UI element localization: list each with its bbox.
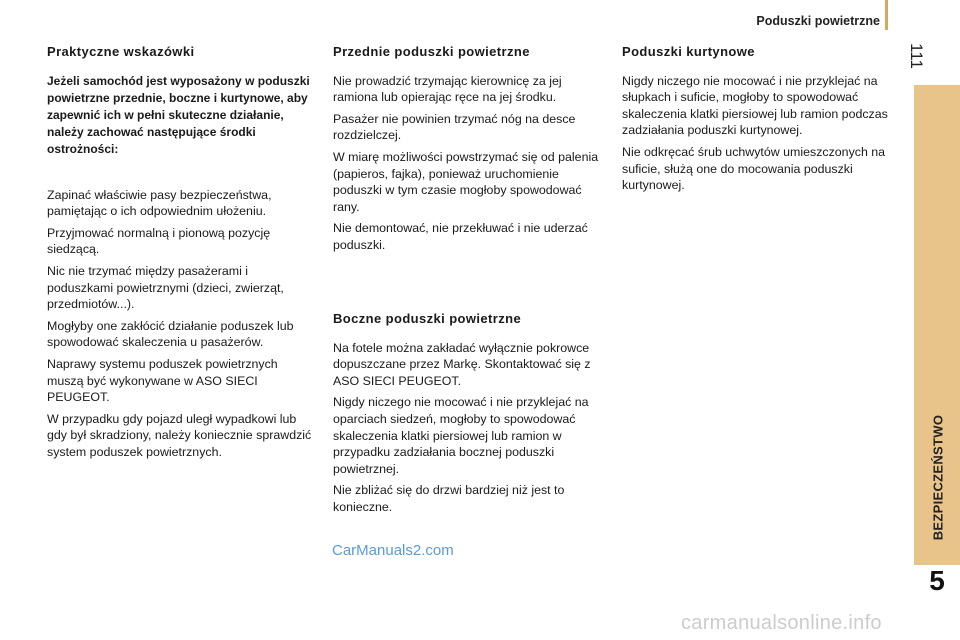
curtain-airbags-section — [622, 44, 897, 199]
watermark-carmanuals2: CarManuals2.com — [332, 542, 454, 559]
running-header: Poduszki powietrzne — [756, 14, 880, 28]
paragraph: Nie prowadzić trzymając kierownicę za jej ramiona lub opierając ręce na jej środku. — [333, 73, 562, 105]
chapter-label: BEZPIECZEŃSTWO — [930, 414, 946, 541]
header-accent-bar — [885, 0, 888, 30]
page-number: 111 — [907, 43, 926, 69]
section-heading: Boczne poduszki powietrzne — [333, 311, 522, 326]
paragraph: Naprawy systemu poduszek powietrznych muszą być wykonywane w ASO SIECI PEUGEOT. — [47, 356, 278, 405]
paragraph: Pasażer nie powinien trzymać nóg na desce rozdzielczej. — [333, 111, 576, 143]
practical-tips-section — [47, 44, 312, 466]
paragraph: Na fotele można zakładać wyłącznie pokrowce dopuszczane przez Markę. Skontaktować się z ASO SIECI PEUGEOT. — [333, 340, 591, 388]
paragraph: Nic nie trzymać między pasażerami i poduszkami powietrznymi (dzieci, zwierząt, przedmiotów...). — [47, 263, 284, 312]
paragraph: Nie odkręcać śrub uchwytów umieszczonych na suficie, służą one do mocowania poduszki kurtynowej. — [622, 144, 886, 193]
paragraph: Nie zbliżać się do drzwi bardziej niż jest to konieczne. — [333, 483, 565, 514]
paragraph: W przypadku gdy pojazd uległ wypadkowi lub gdy był skradziony, należy koniecznie sprawdzić system poduszek powietrznych. — [47, 411, 312, 459]
paragraph: Nie demontować, nie przekłuwać i nie uderzać poduszki. — [333, 221, 588, 252]
section-heading: Poduszki kurtynowe — [622, 44, 755, 59]
paragraph: Nigdy niczego nie mocować i nie przyklejać na oparciach siedzeń, mogłoby to spowodować skaleczenia klatki piersiowej lub ramion w przypadku zadziałania bocznej poduszki powietrznej. — [333, 395, 589, 476]
section-heading: Przednie poduszki powietrzne — [333, 44, 530, 59]
paragraph: Mogłyby one zakłócić działanie poduszek lub spowodować skaleczenia u pasażerów. — [47, 318, 294, 350]
side-airbags-section — [333, 311, 601, 521]
watermark-carmanualsonline: carmanualsonline.info — [681, 612, 882, 634]
paragraph: W miarę możliwości powstrzymać się od palenia (papieros, fajka), ponieważ uruchomienie poduszki w tym czasie mogłoby spowodować rany. — [333, 149, 599, 214]
chapter-number: 5 — [929, 565, 945, 596]
paragraph: Zapinać właściwie pasy bezpieczeństwa, pamiętając o ich odpowiednim ułożeniu. — [47, 187, 272, 219]
paragraph: Nigdy niczego nie mocować i nie przyklejać na słupkach i suficie, mogłoby to spowodować skaleczenia klatki piersiowej lub ramion podczas zadziałania poduszki kurtynowej. — [622, 73, 888, 138]
intro-paragraph: Jeżeli samochód jest wyposażony w poduszki powietrzne przednie, boczne i kurtynowe, aby zapewnić ich w pełni skuteczne działanie, należy zachować następujące środki ostrożności: — [47, 73, 310, 156]
section-heading: Praktyczne wskazówki — [47, 44, 195, 59]
paragraph: Przyjmować normalną i pionową pozycję siedzącą. — [47, 225, 271, 257]
front-airbags-section — [333, 44, 601, 259]
